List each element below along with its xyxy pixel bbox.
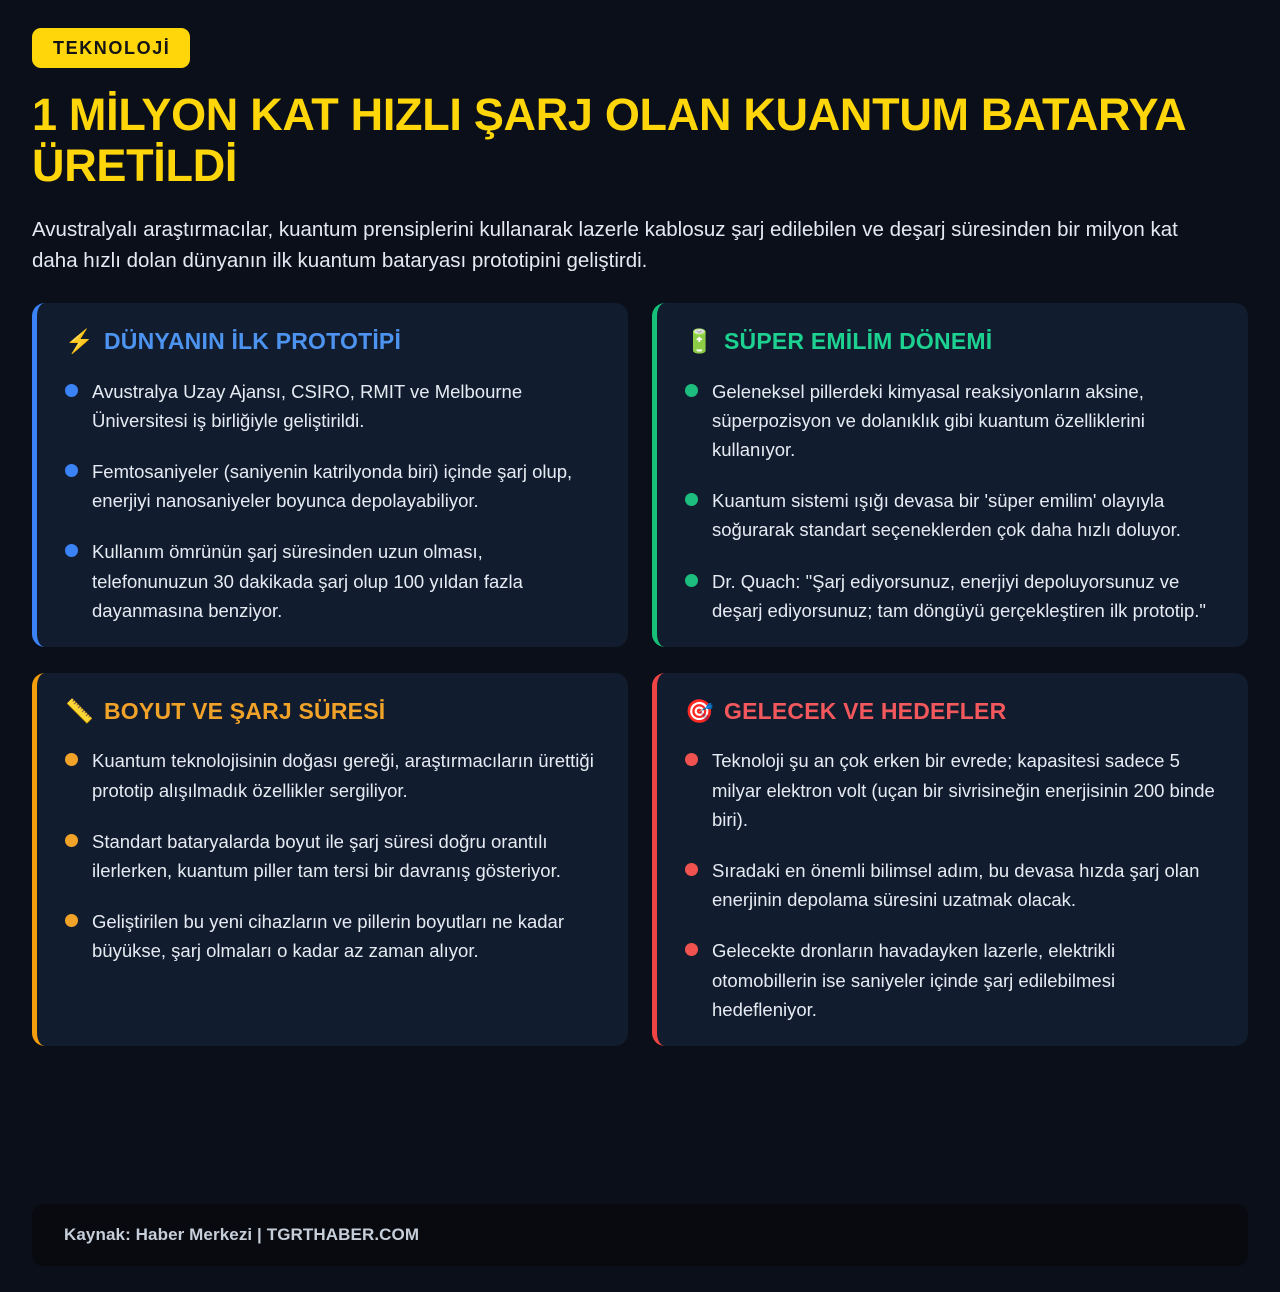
bullet-text: Avustralya Uzay Ajansı, CSIRO, RMIT ve Melbourne Üniversitesi iş birliğiyle geliştirildi. (92, 380, 523, 431)
list-item (65, 457, 602, 515)
card-grid (32, 303, 1248, 1178)
list-item (685, 856, 1222, 914)
page-title: 1 MİLYON KAT HIZLI ŞARJ OLAN KUANTUM BATARYA ÜRETİLDİ (32, 89, 1185, 191)
card-header (685, 329, 1222, 354)
list-item (65, 746, 602, 804)
bullet-text: Standart bataryalarda boyut ile şarj süresi doğru orantılı ilerlerken, kuantum piller tam tersi bir davranış gösteriyor. (92, 830, 561, 881)
page-subtitle: Avustralyalı araştırmacılar, kuantum prensiplerini kullanarak lazerle kablosuz şarj edilebilen ve deşarj süresinden bir milyon kat daha hızlı dolan dünyanın ilk kuantum bataryası prototipini geliştirdi. (32, 217, 1178, 273)
bullet-text: Femtosaniyeler (saniyenin katrilyonda biri) içinde şarj olup, enerjiyi nanosaniyeler boyunca depolayabiliyor. (92, 460, 573, 512)
card-dunyanin-ilk-prototipi (32, 303, 628, 647)
ruler-icon: 📏 (65, 698, 94, 725)
bullet-dot-icon (685, 753, 698, 766)
footer (32, 1204, 1248, 1266)
bullet-list (685, 377, 1222, 626)
bullet-list (685, 746, 1222, 1024)
bullet-text: Geleneksel pillerdeki kimyasal reaksiyonların aksine, süperpozisyon ve dolanıklık gibi kuantum özelliklerini kullanıyor. (712, 380, 1145, 460)
bullet-text: Teknoloji şu an çok erken bir evrede; kapasitesi sadece 5 milyar elektron volt (uçan bir sivrisineğin enerjisinin 200 binde biri). (712, 750, 1215, 830)
bullet-text: Dr. Quach: "Şarj ediyorsunuz, enerjiyi depoluyorsunuz ve deşarj ediyorsunuz; tam döngüyü gerçekleştiren ilk prototip." (712, 570, 1206, 621)
bullet-dot-icon (685, 493, 698, 506)
list-item (685, 377, 1222, 465)
list-item (65, 377, 602, 435)
card-title: SÜPER EMİLİM DÖNEMİ (724, 328, 993, 355)
list-item (685, 567, 1222, 625)
card-header (65, 329, 602, 354)
bullet-dot-icon (65, 544, 78, 557)
bullet-dot-icon (65, 464, 78, 477)
target-icon: 🎯 (685, 698, 714, 725)
card-title: BOYUT VE ŞARJ SÜRESİ (104, 698, 386, 725)
bullet-text: Kuantum teknolojisinin doğası gereği, araştırmacıların ürettiği prototip alışılmadık özellikler sergiliyor. (92, 750, 594, 801)
bullet-text: Gelecekte dronların havadayken lazerle, elektrikli otomobillerin ise saniyeler içinde şarj edilebilmesi hedefleniyor. (712, 940, 1116, 1020)
card-header (685, 699, 1222, 724)
bullet-dot-icon (65, 914, 78, 927)
list-item (65, 907, 602, 965)
bullet-text: Sıradaki en önemli bilimsel adım, bu devasa hızda şarj olan enerjinin depolama süresini uzatmak olacak. (712, 860, 1200, 911)
bullet-dot-icon (685, 863, 698, 876)
battery-icon: 🔋 (685, 328, 714, 355)
bullet-dot-icon (65, 753, 78, 766)
list-item (685, 486, 1222, 544)
bullet-dot-icon (65, 384, 78, 397)
bullet-list (65, 377, 602, 626)
bullet-text: Kullanım ömrünün şarj süresinden uzun olması, telefonunuzun 30 dakikada şarj olup 100 yıldan fazla dayanmasına benziyor. (92, 541, 523, 621)
source-attribution: Kaynak: Haber Merkezi | TGRTHABER.COM (64, 1225, 420, 1244)
header (32, 28, 1248, 303)
bullet-text: Kuantum sistemi ışığı devasa bir 'süper emilim' olayıyla soğurarak standart seçeneklerden çok daha hızlı doluyor. (712, 490, 1181, 541)
lightning-bolt-icon: ⚡ (65, 328, 94, 355)
bullet-dot-icon (65, 834, 78, 847)
card-title: GELECEK VE HEDEFLER (724, 698, 1007, 725)
card-title: DÜNYANIN İLK PROTOTİPİ (104, 328, 402, 355)
category-badge: TEKNOLOJİ (32, 28, 190, 68)
card-gelecek-ve-hedefler (652, 673, 1248, 1046)
list-item (685, 746, 1222, 834)
card-super-emilim-donemi (652, 303, 1248, 647)
list-item (65, 827, 602, 885)
bullet-list (65, 746, 602, 965)
card-boyut-ve-sarj-suresi (32, 673, 628, 1046)
card-header (65, 699, 602, 724)
list-item (65, 537, 602, 625)
bullet-text: Geliştirilen bu yeni cihazların ve pillerin boyutları ne kadar büyükse, şarj olmaları o kadar az zaman alıyor. (92, 911, 564, 962)
bullet-dot-icon (685, 574, 698, 587)
list-item (685, 936, 1222, 1024)
bullet-dot-icon (685, 943, 698, 956)
bullet-dot-icon (685, 384, 698, 397)
